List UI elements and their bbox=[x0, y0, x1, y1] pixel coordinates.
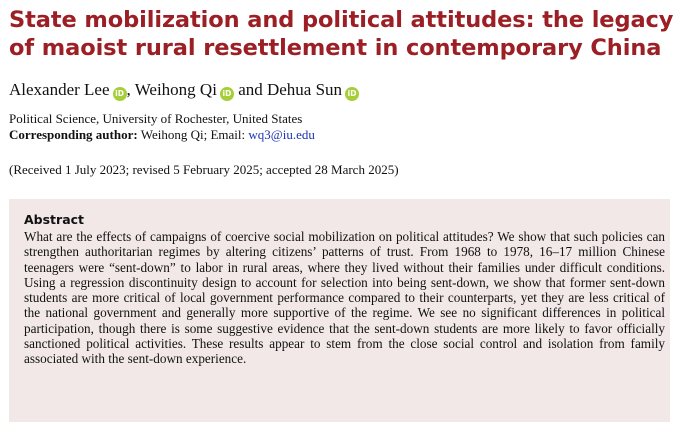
affiliation: Political Science, University of Rochester, United States bbox=[9, 111, 303, 126]
received-dates: (Received 1 July 2023; revised 5 February 2025; accepted 28 March 2025) bbox=[9, 162, 399, 177]
abstract-box bbox=[9, 199, 670, 422]
author-name: Alexander Lee bbox=[9, 80, 110, 99]
abstract-text: What are the effects of campaigns of coercive social mobilization on political attitudes? We show that such policies can strengthen authoritarian regimes by altering citizens’ patterns of trust. From 1968 to 1978, 16–17 million Chinese teenagers were “sent-down” to labor in rural areas, where they lived without their families under difficult conditions. Using a regression discontinuity design to account for selection into being sent-down, we show that former sent-down students are more critical of local government performance compared to their counterparts, yet they are less critical of the national government and generally more supportive of the regime. We see no significant differences in political participation, though there is some suggestive evidence that the sent-down students are more likely to favor officially sanctioned political activities. These results appear to stem from the close social control and isolation from family associated with the sent-down experience. bbox=[24, 229, 665, 367]
orcid-icon[interactable]: iD bbox=[345, 87, 359, 101]
abstract-heading: Abstract bbox=[24, 212, 85, 227]
author-list bbox=[9, 80, 359, 101]
corresponding-author-label: Corresponding author: bbox=[9, 127, 138, 142]
corresponding-author-text: Weihong Qi; Email: bbox=[137, 127, 249, 142]
orcid-icon[interactable]: iD bbox=[113, 87, 127, 101]
email-link[interactable]: wq3@iu.edu bbox=[248, 127, 315, 142]
corresponding-author bbox=[9, 127, 315, 143]
author-name: Weihong Qi bbox=[134, 80, 217, 99]
author-name: Dehua Sun bbox=[266, 80, 343, 99]
author-separator: , bbox=[126, 80, 135, 99]
orcid-icon[interactable]: iD bbox=[220, 87, 234, 101]
author-conjunction: and bbox=[233, 80, 267, 99]
paper-title: State mobilization and political attitudes: the legacy of maoist rural resettlement in contemporary China bbox=[9, 7, 674, 61]
